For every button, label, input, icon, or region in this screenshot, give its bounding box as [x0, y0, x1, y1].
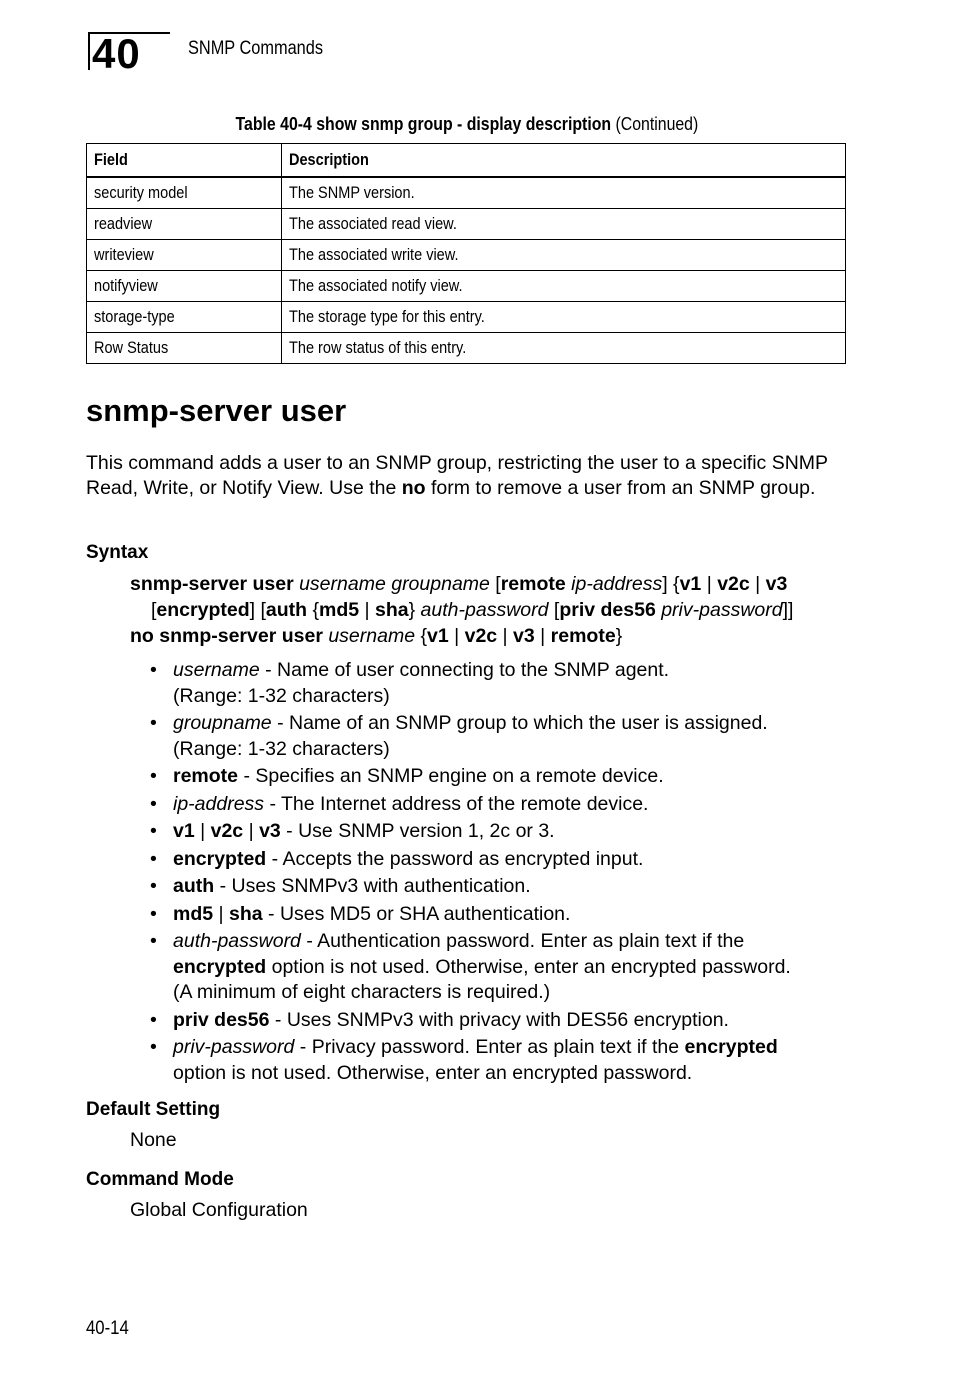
- table-caption-label: Table 40-4 show snmp group - display description: [235, 114, 612, 134]
- page-number: 40-14: [86, 1318, 129, 1339]
- description-cell: The row status of this entry.: [282, 333, 846, 364]
- bullet-icon: •: [150, 902, 157, 925]
- list-item: • md5 | sha - Uses MD5 or SHA authentication.: [150, 902, 850, 928]
- command-mode-value: Global Configuration: [130, 1199, 308, 1221]
- syntax-heading: Syntax: [86, 542, 149, 563]
- list-item: • encrypted - Accepts the password as encrypted input.: [150, 847, 850, 873]
- table-row: [87, 177, 846, 209]
- field-cell: writeview: [87, 240, 282, 271]
- syntax-block: [130, 571, 850, 649]
- description-table: [86, 143, 846, 364]
- bullet-icon: •: [150, 659, 157, 681]
- bullet-icon: •: [150, 930, 157, 952]
- field-cell: readview: [87, 209, 282, 240]
- bullet-icon: •: [150, 875, 157, 897]
- table-caption-suffix: (Continued): [615, 114, 699, 134]
- syntax-line: [encrypted] [auth {md5 | sha} auth-password [priv des56 priv-password]]: [151, 599, 794, 621]
- bullet-icon: •: [150, 1008, 157, 1031]
- default-setting-value: None: [130, 1129, 177, 1151]
- list-item: • username - Name of user connecting to the SNMP agent. (Range: 1-32 characters): [150, 659, 670, 707]
- chapter-badge: [88, 30, 168, 77]
- field-cell: notifyview: [87, 271, 282, 302]
- command-title: snmp-server user: [86, 393, 347, 428]
- table-row: [87, 209, 846, 240]
- syntax-line: snmp-server user username groupname [remote ip-address] {v1 | v2c | v3: [130, 573, 788, 595]
- command-mode-heading: Command Mode: [86, 1169, 234, 1190]
- chapter-number: 40: [92, 30, 141, 77]
- list-item: • groupname - Name of an SNMP group to which the user is assigned. (Range: 1-32 characters): [150, 712, 768, 760]
- field-cell: Row Status: [87, 333, 282, 364]
- description-cell: The associated notify view.: [282, 271, 846, 302]
- list-item: • v1 | v2c | v3 - Use SNMP version 1, 2c or 3.: [150, 819, 850, 845]
- list-item: • auth - Uses SNMPv3 with authentication.: [150, 874, 850, 900]
- table-row: [87, 302, 846, 333]
- column-header-description: Description: [282, 144, 846, 178]
- description-cell: The associated write view.: [282, 240, 846, 271]
- list-item: • remote - Specifies an SNMP engine on a remote device.: [150, 764, 850, 790]
- syntax-line-negation: no snmp-server user username {v1 | v2c | v3 | remote}: [130, 625, 623, 647]
- parameter-list: [150, 658, 850, 1088]
- bullet-icon: •: [150, 847, 157, 870]
- list-item: • auth-password - Authentication password. Enter as plain text if the encrypted option is not used. Otherwise, enter an encrypted password. (A minimum of eight characters is required.): [150, 930, 791, 1003]
- list-item: • priv-password - Privacy password. Enter as plain text if the encrypted option is not used. Otherwise, enter an encrypted password.: [150, 1036, 778, 1084]
- default-setting-heading: Default Setting: [86, 1099, 221, 1120]
- bullet-icon: •: [150, 765, 157, 787]
- description-cell: The associated read view.: [282, 209, 846, 240]
- list-item: • ip-address - The Internet address of the remote device.: [150, 792, 850, 818]
- table-row: [87, 333, 846, 364]
- column-header-field: Field: [87, 144, 282, 178]
- description-cell: The storage type for this entry.: [282, 302, 846, 333]
- field-cell: security model: [87, 177, 282, 209]
- table-caption: [0, 114, 934, 135]
- field-cell: storage-type: [87, 302, 282, 333]
- bullet-icon: •: [150, 820, 157, 842]
- bullet-icon: •: [150, 712, 157, 734]
- bullet-icon: •: [150, 792, 157, 815]
- description-cell: The SNMP version.: [282, 177, 846, 209]
- command-intro: This command adds a user to an SNMP group, restricting the user to a specific SNMP Read, Write, or Notify View. Use the no form to remove a user from an SNMP group.: [86, 452, 828, 499]
- table-header-row: [87, 144, 846, 178]
- chapter-title: SNMP Commands: [188, 38, 324, 59]
- list-item: • priv des56 - Uses SNMPv3 with privacy with DES56 encryption.: [150, 1008, 850, 1034]
- bullet-icon: •: [150, 1036, 157, 1058]
- table-row: [87, 271, 846, 302]
- table-row: [87, 240, 846, 271]
